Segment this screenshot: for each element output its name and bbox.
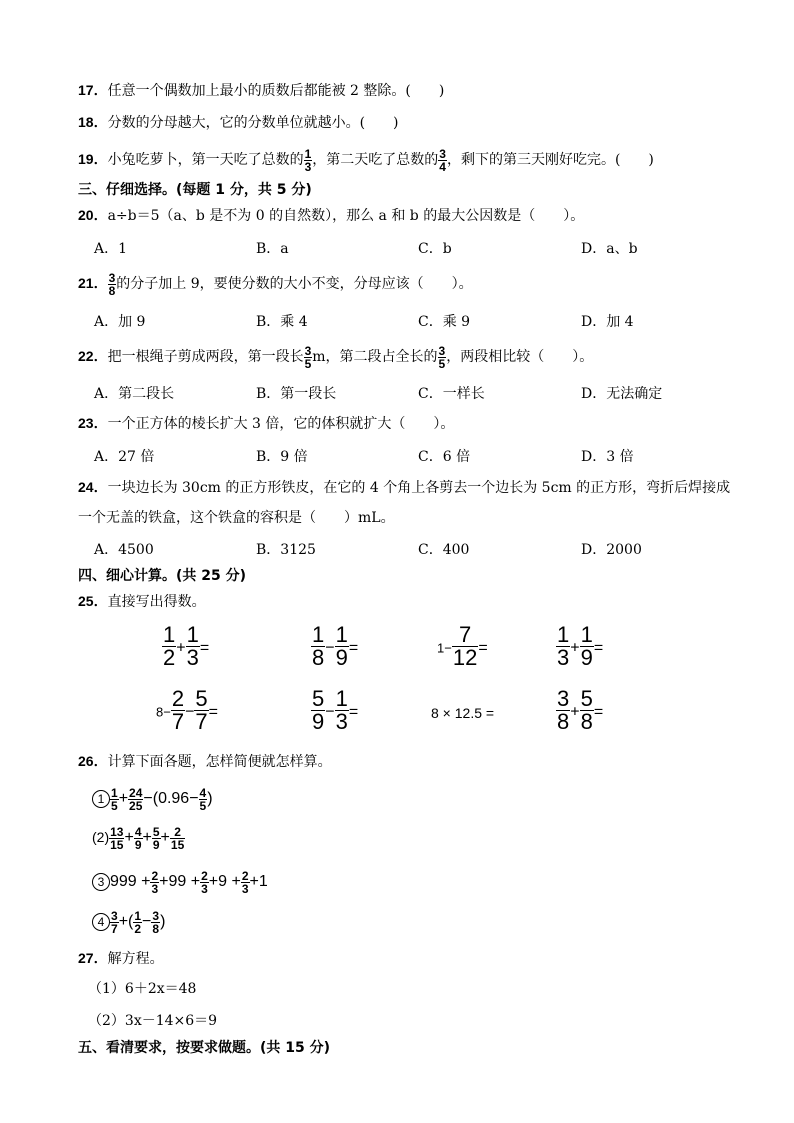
calc-problem-4: 4 $\frac{3}{7}$ +( $\frac{1}{2}$ − $\frac{3}{8}$ ) — [92, 905, 165, 939]
question-text: ，第二天吃了总数的 — [312, 152, 439, 168]
fraction: $\frac{1}{5}$ — [111, 785, 118, 813]
fraction: $\frac{5}{9}$ — [312, 686, 325, 734]
fraction: $\frac{1}{3}$ — [304, 146, 312, 174]
fraction: $\frac{1}{3}$ — [186, 622, 199, 670]
section-heading-4: 四、细心计算。(共 25 分) — [78, 568, 247, 584]
fraction: $\frac{2}{3}$ — [201, 868, 208, 896]
question-number: 19． — [78, 151, 108, 167]
question-text: ，两段相比较（ ）。 — [446, 349, 594, 365]
equation-1: （1）6＋2x＝48 — [88, 981, 197, 997]
fraction: $\frac{1}{9}$ — [335, 622, 348, 670]
option-b: B．9 倍 — [256, 449, 308, 465]
fraction: $\frac{3}{8}$ — [557, 686, 570, 734]
fraction: $\frac{4}{9}$ — [134, 824, 142, 852]
fraction: $\frac{5}{7}$ — [195, 686, 208, 734]
option-b: B．第一段长 — [256, 386, 337, 402]
option-b: B．3125 — [256, 542, 316, 558]
option-c: C．400 — [418, 542, 470, 558]
question-17 — [78, 80, 444, 101]
question-text: 直接写出得数。 — [107, 594, 206, 610]
question-text: 分数的分母越大，它的分数单位就越小。( ) — [107, 115, 399, 131]
fraction: $\frac{3}{7}$ — [111, 908, 118, 936]
section-heading-5: 五、看清要求，按要求做题。(共 15 分) — [78, 1040, 331, 1056]
question-number: 18． — [78, 114, 108, 130]
question-27 — [78, 948, 164, 969]
question-number: 26． — [78, 753, 108, 769]
calc-problem-2: (2) $\frac{13}{15}$ + $\frac{4}{9}$ + $\frac{5}{9}$ + $\frac{2}{15}$ — [92, 824, 185, 852]
question-25 — [78, 591, 206, 612]
question-24 — [78, 477, 730, 498]
option-a: A．第二段长 — [94, 386, 175, 402]
calc-problem-1: 1 $\frac{1}{5}$ + $\frac{24}{25}$ −(0.96− $\frac{4}{5}$ ) — [92, 782, 213, 816]
item-marker: 3 — [92, 873, 110, 891]
option-a: A．27 倍 — [94, 449, 155, 465]
fraction: $\frac{3}{8}$ — [152, 908, 160, 936]
fraction: $\frac{1}{2}$ — [134, 908, 142, 936]
fraction: $\frac{5}{8}$ — [580, 686, 593, 734]
question-text: 把一根绳子剪成两段，第一段长 — [107, 349, 304, 365]
option-d: D．2000 — [581, 542, 642, 558]
option-d: D．a、b — [581, 241, 638, 257]
option-a: A．4500 — [94, 542, 154, 558]
option-a: A．加 9 — [94, 314, 146, 330]
question-number: 23． — [78, 415, 108, 431]
option-c: C．乘 9 — [418, 314, 471, 330]
question-number: 22． — [78, 348, 108, 364]
option-b: B．乘 4 — [256, 314, 308, 330]
option-c: C．b — [418, 241, 452, 257]
question-number: 20． — [78, 207, 108, 223]
fraction: $\frac{1}{2}$ — [163, 622, 176, 670]
question-text: 小兔吃萝卜，第一天吃了总数的 — [107, 152, 304, 168]
question-number: 21． — [78, 275, 108, 291]
question-22 — [78, 341, 593, 372]
option-a: A．1 — [94, 241, 128, 257]
question-21 — [78, 268, 473, 299]
fraction: $\frac{24}{25}$ — [129, 785, 143, 813]
fraction: $\frac{7}{12}$ — [452, 622, 478, 670]
fraction: $\frac{3}{4}$ — [439, 146, 446, 174]
question-number: 27． — [78, 950, 108, 966]
question-text: 解方程。 — [107, 951, 164, 967]
calc-item: $\frac{3}{8}$ + $\frac{5}{8}$ = — [557, 686, 604, 734]
calc-item: $\frac{5}{9}$ − $\frac{1}{3}$ = — [312, 686, 359, 734]
question-18 — [78, 112, 399, 133]
item-marker: 1 — [92, 790, 110, 808]
calc-problem-3: 3 999 + $\frac{2}{3}$ +99 + $\frac{2}{3}$ +9 + $\frac{2}{3}$ +1 — [92, 865, 268, 899]
question-26 — [78, 751, 332, 772]
question-text: ，剩下的第三天刚好吃完。( ) — [446, 152, 654, 168]
question-text: m，第二段占全长的 — [312, 349, 438, 365]
question-text: 的分子加上 9，要使分数的大小不变，分母应该（ ）。 — [116, 276, 473, 292]
item-marker: (2) — [92, 829, 110, 845]
fraction: $\frac{2}{3}$ — [241, 868, 249, 896]
option-d: D．3 倍 — [581, 449, 634, 465]
question-number: 25． — [78, 593, 108, 609]
item-marker: 4 — [92, 913, 110, 931]
question-24-line2: 一个无盖的铁盒，这个铁盒的容积是（ ）mL。 — [78, 510, 395, 526]
calc-item: $\frac{1}{8}$ − $\frac{1}{9}$ = — [312, 622, 359, 670]
fraction: $\frac{2}{3}$ — [151, 868, 159, 896]
question-20 — [78, 205, 584, 226]
fraction: $\frac{4}{5}$ — [199, 785, 207, 813]
equation-2: （2）3x－14×6＝9 — [88, 1013, 218, 1029]
question-text: 计算下面各题，怎样简便就怎样算。 — [107, 754, 332, 770]
calc-item: 8 × 12.5 = — [431, 705, 495, 721]
question-text: 一个正方体的棱长扩大 3 倍，它的体积就扩大（ ）。 — [107, 416, 455, 432]
fraction: $\frac{1}{3}$ — [335, 686, 348, 734]
fraction: $\frac{2}{7}$ — [171, 686, 185, 734]
option-d: D．加 4 — [581, 314, 634, 330]
calc-item: 1− $\frac{7}{12}$ = — [437, 622, 488, 670]
fraction: $\frac{2}{15}$ — [170, 824, 185, 852]
option-c: C．一样长 — [418, 386, 485, 402]
fraction: $\frac{5}{9}$ — [152, 824, 160, 852]
option-c: C．6 倍 — [418, 449, 471, 465]
option-d: D．无法确定 — [581, 386, 663, 402]
question-text: 一块边长为 30cm 的正方形铁皮，在它的 4 个角上各剪去一个边长为 5cm 的正方形，弯折后焊接成 — [107, 480, 731, 496]
fraction: $\frac{13}{15}$ — [110, 824, 124, 852]
section-heading-3: 三、仔细选择。(每题 1 分，共 5 分) — [78, 182, 312, 198]
question-number: 24． — [78, 479, 108, 495]
calc-item: 8− $\frac{2}{7}$ − $\frac{5}{7}$ = — [156, 686, 219, 734]
fraction: $\frac{1}{8}$ — [312, 622, 325, 670]
option-b: B．a — [256, 241, 289, 257]
fraction: $\frac{3}{5}$ — [438, 343, 446, 371]
question-19 — [78, 144, 654, 175]
fraction: $\frac{3}{5}$ — [304, 343, 312, 371]
calc-item: $\frac{1}{3}$ + $\frac{1}{9}$ = — [557, 622, 604, 670]
question-number: 17． — [78, 82, 108, 98]
question-23 — [78, 413, 454, 434]
calc-item: $\frac{1}{2}$ + $\frac{1}{3}$ = — [163, 622, 210, 670]
fraction: $\frac{3}{8}$ — [108, 270, 116, 298]
question-text: a÷b＝5（a、b 是不为 0 的自然数），那么 a 和 b 的最大公因数是（ ）。 — [107, 208, 585, 224]
question-text: 任意一个偶数加上最小的质数后都能被 2 整除。( ) — [107, 83, 445, 99]
fraction: $\frac{1}{9}$ — [580, 622, 593, 670]
fraction: $\frac{1}{3}$ — [557, 622, 570, 670]
